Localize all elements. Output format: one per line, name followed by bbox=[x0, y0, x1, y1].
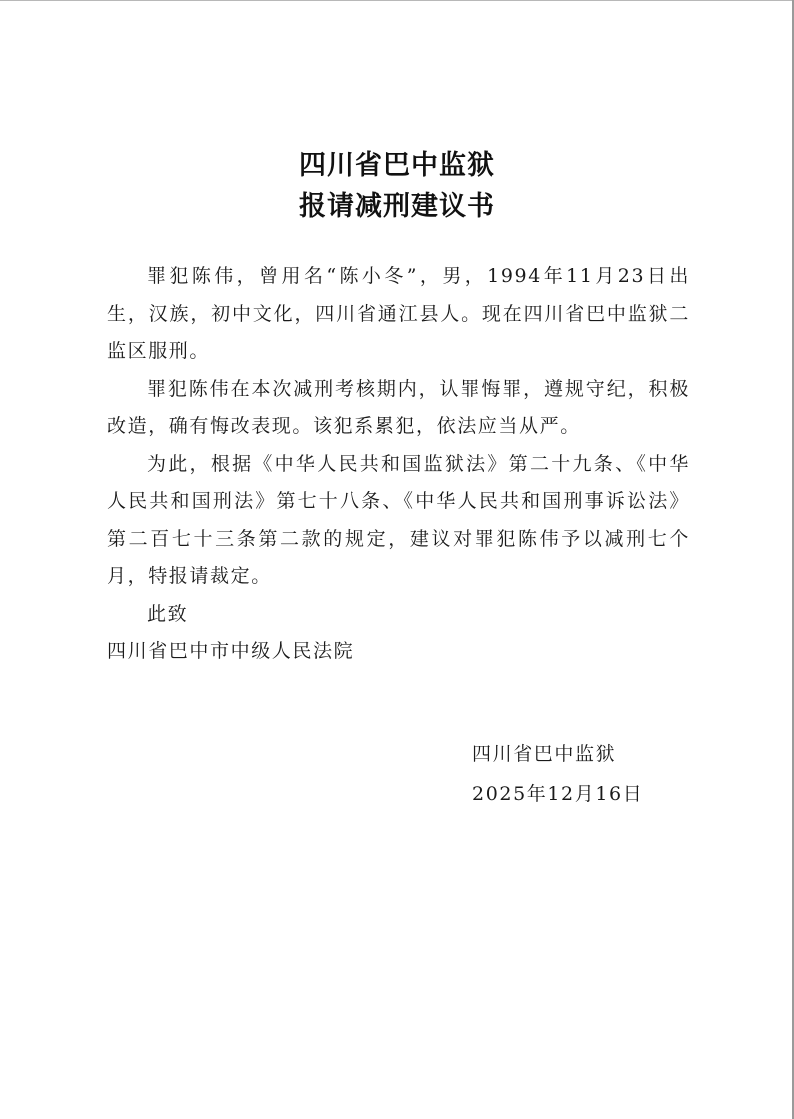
paragraph-performance: 罪犯陈伟在本次减刑考核期内，认罪悔罪，遵规守纪，积极改造，确有悔改表现。该犯系累犯，依法应当从严。 bbox=[107, 377, 690, 437]
scan-edge-top bbox=[0, 0, 794, 1]
document-title-line1: 四川省巴中监狱 bbox=[299, 150, 495, 181]
addressee: 四川省巴中市中级人民法院 bbox=[107, 640, 355, 662]
paragraph-identity: 罪犯陈伟，曾用名“陈小冬”，男，1994年11月23日出生，汉族，初中文化，四川省通江县人。现在四川省巴中监狱二监区服刑。 bbox=[107, 265, 690, 362]
signature-block bbox=[472, 734, 643, 814]
document-body bbox=[107, 258, 690, 671]
paragraph-recommendation: 为此，根据《中华人民共和国监狱法》第二十九条、《中华人民共和国刑法》第七十八条、《中华人民共和国刑事诉讼法》第二百七十三条第二款的规定，建议对罪犯陈伟予以减刑七个月，特报请裁定。 bbox=[107, 452, 690, 587]
document-title-line2: 报请减刑建议书 bbox=[299, 191, 495, 222]
signature-org: 四川省巴中监狱 bbox=[472, 743, 617, 765]
salutation: 此致 bbox=[147, 602, 189, 625]
signature-date: 2025年12月16日 bbox=[472, 783, 644, 805]
